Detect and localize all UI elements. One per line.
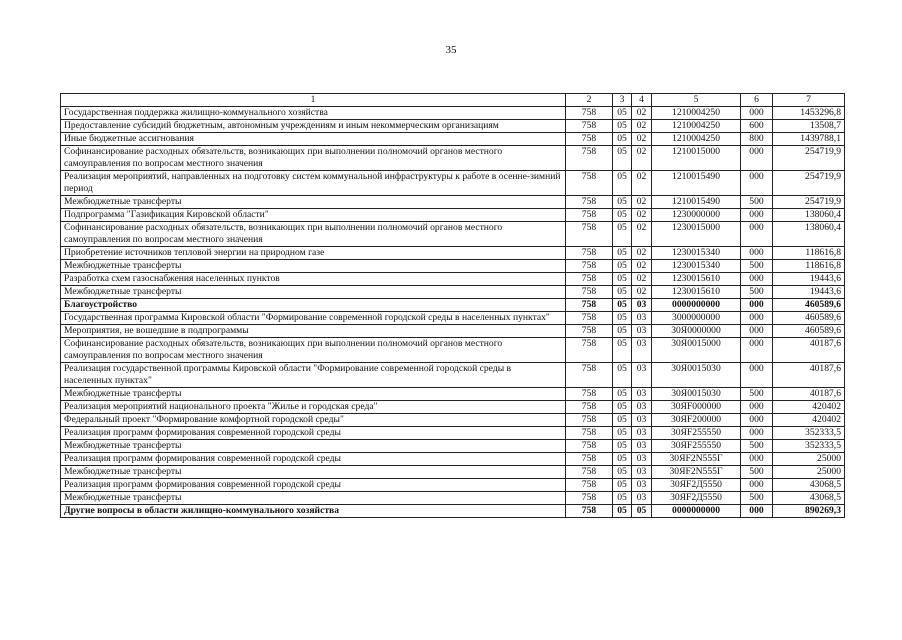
table-row xyxy=(61,107,845,120)
amount-cell: 19443,6 xyxy=(773,273,845,286)
admin-code-cell: 758 xyxy=(566,222,613,247)
target-article-cell: 1230015610 xyxy=(652,273,741,286)
subsection-cell: 02 xyxy=(632,209,652,222)
target-article-cell: 0000000000 xyxy=(652,299,741,312)
target-article-cell: 1210015490 xyxy=(652,196,741,209)
table-row xyxy=(61,466,845,479)
table-header-row xyxy=(61,94,845,107)
amount-cell: 420402 xyxy=(773,401,845,414)
admin-code-cell: 758 xyxy=(566,120,613,133)
target-article-cell: 30Я0015000 xyxy=(652,338,741,363)
amount-cell: 138060,4 xyxy=(773,209,845,222)
admin-code-cell: 758 xyxy=(566,196,613,209)
admin-code-cell: 758 xyxy=(566,260,613,273)
target-article-cell: 30ЯF2Д5550 xyxy=(652,479,741,492)
target-article-cell: 1210004250 xyxy=(652,107,741,120)
table-row xyxy=(61,247,845,260)
table-row xyxy=(61,338,845,363)
row-name-cell: Федеральный проект "Формирование комфортной городской среды" xyxy=(61,414,566,427)
amount-cell: 460589,6 xyxy=(773,325,845,338)
row-name-cell: Софинансирование расходных обязательств, возникающих при выполнении полномочий органов местного самоуправления по вопросам местного значения xyxy=(61,146,566,171)
row-name-cell: Мероприятия, не вошедшие в подпрограммы xyxy=(61,325,566,338)
target-article-cell: 30ЯF000000 xyxy=(652,401,741,414)
section-cell: 05 xyxy=(613,286,632,299)
admin-code-cell: 758 xyxy=(566,453,613,466)
admin-code-cell: 758 xyxy=(566,325,613,338)
admin-code-cell: 758 xyxy=(566,247,613,260)
expense-type-cell: 000 xyxy=(741,505,773,518)
subsection-cell: 02 xyxy=(632,247,652,260)
amount-cell: 25000 xyxy=(773,466,845,479)
table-row xyxy=(61,479,845,492)
row-name-cell: Государственная программа Кировской области "Формирование современной городской среды в населенных пунктах" xyxy=(61,312,566,325)
amount-cell: 460589,6 xyxy=(773,299,845,312)
table-row xyxy=(61,453,845,466)
table-row xyxy=(61,209,845,222)
table-row xyxy=(61,427,845,440)
row-name-cell: Разработка схем газоснабжения населенных пунктов xyxy=(61,273,566,286)
expense-type-cell: 000 xyxy=(741,146,773,171)
subsection-cell: 03 xyxy=(632,453,652,466)
expense-type-cell: 000 xyxy=(741,299,773,312)
amount-cell: 1439788,1 xyxy=(773,133,845,146)
header-cell: 3 xyxy=(613,94,632,107)
target-article-cell: 1210004250 xyxy=(652,120,741,133)
admin-code-cell: 758 xyxy=(566,505,613,518)
table-row xyxy=(61,222,845,247)
subsection-cell: 03 xyxy=(632,492,652,505)
amount-cell: 254719,9 xyxy=(773,196,845,209)
section-cell: 05 xyxy=(613,107,632,120)
row-name-cell: Софинансирование расходных обязательств, возникающих при выполнении полномочий органов местного самоуправления по вопросам местного значения xyxy=(61,338,566,363)
table-row xyxy=(61,120,845,133)
admin-code-cell: 758 xyxy=(566,107,613,120)
target-article-cell: 30ЯF2Д5550 xyxy=(652,492,741,505)
expense-type-cell: 500 xyxy=(741,286,773,299)
target-article-cell: 30ЯF2N555Г xyxy=(652,453,741,466)
header-cell: 4 xyxy=(632,94,652,107)
row-name-cell: Межбюджетные трансферты xyxy=(61,492,566,505)
header-cell: 6 xyxy=(741,94,773,107)
row-name-cell: Межбюджетные трансферты xyxy=(61,388,566,401)
section-cell: 05 xyxy=(613,299,632,312)
amount-cell: 43068,5 xyxy=(773,492,845,505)
table-row xyxy=(61,325,845,338)
section-cell: 05 xyxy=(613,453,632,466)
subsection-cell: 03 xyxy=(632,325,652,338)
expense-type-cell: 000 xyxy=(741,312,773,325)
expense-type-cell: 000 xyxy=(741,414,773,427)
amount-cell: 352333,5 xyxy=(773,440,845,453)
page-number: 35 xyxy=(445,44,457,56)
target-article-cell: 1230015340 xyxy=(652,260,741,273)
budget-table-body xyxy=(61,94,845,518)
amount-cell: 1453296,8 xyxy=(773,107,845,120)
amount-cell: 40187,6 xyxy=(773,363,845,388)
admin-code-cell: 758 xyxy=(566,209,613,222)
admin-code-cell: 758 xyxy=(566,440,613,453)
subsection-cell: 02 xyxy=(632,107,652,120)
table-row xyxy=(61,146,845,171)
budget-table xyxy=(60,93,845,518)
amount-cell: 420402 xyxy=(773,414,845,427)
table-row xyxy=(61,299,845,312)
target-article-cell: 1230000000 xyxy=(652,209,741,222)
expense-type-cell: 500 xyxy=(741,260,773,273)
expense-type-cell: 000 xyxy=(741,338,773,363)
amount-cell: 40187,6 xyxy=(773,388,845,401)
admin-code-cell: 758 xyxy=(566,338,613,363)
expense-type-cell: 000 xyxy=(741,209,773,222)
target-article-cell: 30ЯF2N555Г xyxy=(652,466,741,479)
subsection-cell: 02 xyxy=(632,171,652,196)
table-row xyxy=(61,286,845,299)
admin-code-cell: 758 xyxy=(566,299,613,312)
row-name-cell: Софинансирование расходных обязательств, возникающих при выполнении полномочий органов местного самоуправления по вопросам местного значения xyxy=(61,222,566,247)
section-cell: 05 xyxy=(613,196,632,209)
admin-code-cell: 758 xyxy=(566,427,613,440)
subsection-cell: 02 xyxy=(632,196,652,209)
admin-code-cell: 758 xyxy=(566,466,613,479)
row-name-cell: Межбюджетные трансферты xyxy=(61,440,566,453)
expense-type-cell: 000 xyxy=(741,401,773,414)
table-row xyxy=(61,401,845,414)
subsection-cell: 02 xyxy=(632,133,652,146)
admin-code-cell: 758 xyxy=(566,492,613,505)
section-cell: 05 xyxy=(613,505,632,518)
section-cell: 05 xyxy=(613,363,632,388)
admin-code-cell: 758 xyxy=(566,401,613,414)
subsection-cell: 05 xyxy=(632,505,652,518)
row-name-cell: Межбюджетные трансферты xyxy=(61,260,566,273)
row-name-cell: Предоставление субсидий бюджетным, автономным учреждениям и иным некоммерческим организациям xyxy=(61,120,566,133)
expense-type-cell: 500 xyxy=(741,388,773,401)
target-article-cell: 30Я0015030 xyxy=(652,363,741,388)
section-cell: 05 xyxy=(613,260,632,273)
admin-code-cell: 758 xyxy=(566,479,613,492)
section-cell: 05 xyxy=(613,427,632,440)
subsection-cell: 03 xyxy=(632,479,652,492)
subsection-cell: 02 xyxy=(632,120,652,133)
table-row xyxy=(61,363,845,388)
table-row xyxy=(61,312,845,325)
subsection-cell: 02 xyxy=(632,273,652,286)
table-row xyxy=(61,196,845,209)
table-row xyxy=(61,492,845,505)
target-article-cell: 0000000000 xyxy=(652,505,741,518)
section-cell: 05 xyxy=(613,414,632,427)
subsection-cell: 03 xyxy=(632,363,652,388)
amount-cell: 460589,6 xyxy=(773,312,845,325)
subsection-cell: 03 xyxy=(632,440,652,453)
expense-type-cell: 500 xyxy=(741,440,773,453)
target-article-cell: 30ЯF255550 xyxy=(652,427,741,440)
expense-type-cell: 000 xyxy=(741,247,773,260)
expense-type-cell: 500 xyxy=(741,196,773,209)
section-cell: 05 xyxy=(613,338,632,363)
target-article-cell: 1230015340 xyxy=(652,247,741,260)
row-name-cell: Реализация программ формирования современной городской среды xyxy=(61,479,566,492)
table-row xyxy=(61,414,845,427)
header-cell: 7 xyxy=(773,94,845,107)
admin-code-cell: 758 xyxy=(566,273,613,286)
target-article-cell: 1210015490 xyxy=(652,171,741,196)
subsection-cell: 02 xyxy=(632,286,652,299)
section-cell: 05 xyxy=(613,171,632,196)
amount-cell: 43068,5 xyxy=(773,479,845,492)
row-name-cell: Межбюджетные трансферты xyxy=(61,466,566,479)
expense-type-cell: 500 xyxy=(741,492,773,505)
target-article-cell: 1210004250 xyxy=(652,133,741,146)
section-cell: 05 xyxy=(613,120,632,133)
admin-code-cell: 758 xyxy=(566,312,613,325)
admin-code-cell: 758 xyxy=(566,388,613,401)
section-cell: 05 xyxy=(613,388,632,401)
section-cell: 05 xyxy=(613,146,632,171)
target-article-cell: 1210015000 xyxy=(652,146,741,171)
header-cell: 5 xyxy=(652,94,741,107)
row-name-cell: Другие вопросы в области жилищно-коммунального хозяйства xyxy=(61,505,566,518)
target-article-cell: 1230015610 xyxy=(652,286,741,299)
subsection-cell: 02 xyxy=(632,260,652,273)
admin-code-cell: 758 xyxy=(566,414,613,427)
row-name-cell: Государственная поддержка жилищно-коммунального хозяйства xyxy=(61,107,566,120)
admin-code-cell: 758 xyxy=(566,133,613,146)
expense-type-cell: 000 xyxy=(741,171,773,196)
expense-type-cell: 000 xyxy=(741,427,773,440)
amount-cell: 118616,8 xyxy=(773,247,845,260)
row-name-cell: Межбюджетные трансферты xyxy=(61,196,566,209)
expense-type-cell: 000 xyxy=(741,363,773,388)
admin-code-cell: 758 xyxy=(566,171,613,196)
expense-type-cell: 000 xyxy=(741,273,773,286)
row-name-cell: Реализация программ формирования современной городской среды xyxy=(61,427,566,440)
table-row xyxy=(61,171,845,196)
table-row xyxy=(61,273,845,286)
row-name-cell: Реализация государственной программы Кировской области "Формирование современной городской среды в населенных пунктах" xyxy=(61,363,566,388)
subsection-cell: 03 xyxy=(632,427,652,440)
target-article-cell: 30ЯF255550 xyxy=(652,440,741,453)
target-article-cell: 30Я0000000 xyxy=(652,325,741,338)
row-name-cell: Подпрограмма "Газификация Кировской области" xyxy=(61,209,566,222)
section-cell: 05 xyxy=(613,209,632,222)
section-cell: 05 xyxy=(613,401,632,414)
amount-cell: 890269,3 xyxy=(773,505,845,518)
expense-type-cell: 000 xyxy=(741,479,773,492)
row-name-cell: Реализация программ формирования современной городской среды xyxy=(61,453,566,466)
section-cell: 05 xyxy=(613,133,632,146)
section-cell: 05 xyxy=(613,440,632,453)
subsection-cell: 03 xyxy=(632,338,652,363)
expense-type-cell: 500 xyxy=(741,466,773,479)
target-article-cell: 1230015000 xyxy=(652,222,741,247)
section-cell: 05 xyxy=(613,222,632,247)
row-name-cell: Реализация мероприятий, направленных на подготовку систем коммунальной инфраструктуры к работе в осенне-зимний период xyxy=(61,171,566,196)
header-cell: 1 xyxy=(61,94,566,107)
table-row xyxy=(61,133,845,146)
admin-code-cell: 758 xyxy=(566,146,613,171)
section-cell: 05 xyxy=(613,273,632,286)
target-article-cell: 30Я0015030 xyxy=(652,388,741,401)
table-row xyxy=(61,505,845,518)
amount-cell: 254719,9 xyxy=(773,171,845,196)
subsection-cell: 03 xyxy=(632,312,652,325)
table-row xyxy=(61,388,845,401)
expense-type-cell: 000 xyxy=(741,222,773,247)
subsection-cell: 02 xyxy=(632,222,652,247)
row-name-cell: Приобретение источников тепловой энергии на природном газе xyxy=(61,247,566,260)
table-row xyxy=(61,260,845,273)
amount-cell: 40187,6 xyxy=(773,338,845,363)
amount-cell: 19443,6 xyxy=(773,286,845,299)
header-cell: 2 xyxy=(566,94,613,107)
expense-type-cell: 800 xyxy=(741,133,773,146)
amount-cell: 352333,5 xyxy=(773,427,845,440)
table-row xyxy=(61,440,845,453)
subsection-cell: 03 xyxy=(632,401,652,414)
section-cell: 05 xyxy=(613,325,632,338)
amount-cell: 118616,8 xyxy=(773,260,845,273)
section-cell: 05 xyxy=(613,466,632,479)
section-cell: 05 xyxy=(613,492,632,505)
amount-cell: 25000 xyxy=(773,453,845,466)
amount-cell: 13508,7 xyxy=(773,120,845,133)
amount-cell: 138060,4 xyxy=(773,222,845,247)
subsection-cell: 03 xyxy=(632,388,652,401)
subsection-cell: 03 xyxy=(632,299,652,312)
expense-type-cell: 600 xyxy=(741,120,773,133)
row-name-cell: Межбюджетные трансферты xyxy=(61,286,566,299)
subsection-cell: 03 xyxy=(632,466,652,479)
row-name-cell: Иные бюджетные ассигнования xyxy=(61,133,566,146)
subsection-cell: 02 xyxy=(632,146,652,171)
row-name-cell: Благоустройство xyxy=(61,299,566,312)
row-name-cell: Реализация мероприятий национального проекта "Жилье и городская среда" xyxy=(61,401,566,414)
admin-code-cell: 758 xyxy=(566,363,613,388)
section-cell: 05 xyxy=(613,247,632,260)
expense-type-cell: 000 xyxy=(741,453,773,466)
target-article-cell: 30ЯF200000 xyxy=(652,414,741,427)
expense-type-cell: 000 xyxy=(741,325,773,338)
expense-type-cell: 000 xyxy=(741,107,773,120)
section-cell: 05 xyxy=(613,479,632,492)
subsection-cell: 03 xyxy=(632,414,652,427)
amount-cell: 254719,9 xyxy=(773,146,845,171)
admin-code-cell: 758 xyxy=(566,286,613,299)
section-cell: 05 xyxy=(613,312,632,325)
target-article-cell: 3000000000 xyxy=(652,312,741,325)
